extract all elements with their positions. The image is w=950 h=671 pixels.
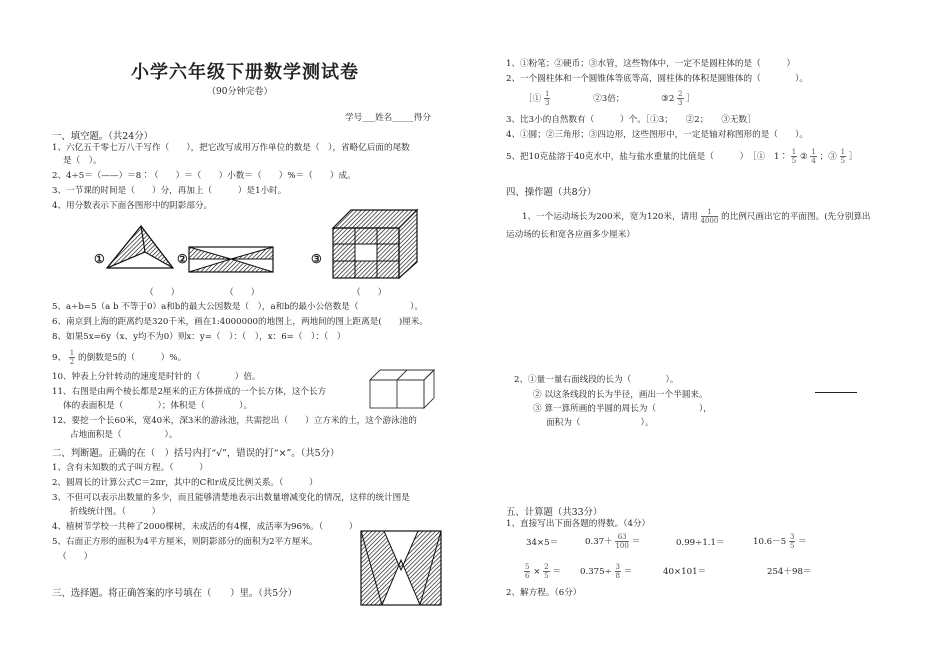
s1-q4: 4、用分数表示下面各图形中的阴影部分。	[52, 201, 213, 211]
fig2-blank: （ ）	[225, 288, 260, 298]
s3-q2-opt1-fraction	[544, 90, 550, 107]
fraction-numerator: 1	[840, 148, 846, 156]
fig2-label: ②	[177, 252, 188, 266]
s2-q4: 4、植树节学校一共种了2000棵树，未成活的有4棵，成活率为96%。（ ）	[52, 522, 358, 532]
fraction-numerator: 2	[678, 90, 683, 98]
calc-2-prefix: 0.37＋	[585, 537, 613, 547]
fraction-numerator: 3	[615, 563, 621, 571]
s3-q5-opt1-fraction	[791, 148, 797, 165]
s1-q3: 3、一节课的时间是（ ）分，再加上（ ）是1小时。	[52, 186, 287, 196]
calc-5-fraction-a	[524, 563, 530, 580]
s4-q2: 2、①量一量右面线段的长为（ ）。	[514, 375, 679, 385]
fraction-denominator: 5	[791, 157, 797, 165]
s3-q2-opt2: ②3倍；	[593, 94, 625, 104]
s3-q5-opt3-fraction	[840, 148, 846, 165]
s3-q2-opt1-prefix: ［①	[524, 94, 542, 104]
s1-q7: 8、如果5x=6y（x、y均不为0）则x：y=（ ）：（ ），x：6=（ ）：（ ）	[52, 332, 346, 342]
s3-q5-opt2-fraction	[810, 148, 816, 165]
s2-q2: 2、圆周长的计算公式C＝2πr，其中的C和r成反比例关系。（ ）	[52, 478, 318, 488]
fraction-numerator: 1	[791, 148, 797, 156]
s1-q9-fraction	[69, 349, 75, 366]
s5-sub1: 1、直接写出下面各题的得数。（4分）	[506, 519, 651, 529]
calc-1: 34×5＝	[526, 538, 559, 548]
s1-q9-rest: 的倒数是5的（ ）%。	[78, 353, 187, 363]
calc-4	[753, 533, 807, 550]
s4-q2-b: ② 以这条线段的长为半径，画出一个半圆来。	[533, 390, 708, 400]
fig3-label: ③	[311, 252, 322, 266]
fig1-label: ①	[94, 252, 105, 266]
s1-q11: 11、右图是由两个棱长都是2厘米的正方体拼成的一个长方体，这个长方	[52, 387, 327, 397]
fraction-denominator: 6	[525, 572, 530, 580]
calc-2-suffix: ＝	[631, 537, 641, 547]
fraction-denominator: 5	[789, 542, 795, 550]
section1-title: 一、填空题。（共24分）	[52, 131, 153, 142]
s1-q9	[52, 349, 186, 366]
fraction-denominator: 100	[615, 542, 629, 550]
student-info-line: 学号___姓名_____得分	[345, 113, 431, 123]
fraction-denominator: 2	[69, 358, 75, 366]
square-shaded-figure	[360, 530, 442, 606]
s2-q5-cont: （ ）	[58, 552, 93, 562]
fraction-denominator: 4000	[700, 217, 719, 225]
section3-title: 三、选择题。将正确答案的序号填在（ ）里。（共5分）	[52, 588, 298, 599]
s3-q3: 3、比3小的自然数有（ ）个。［①3； ②2； ③无数］	[506, 115, 756, 125]
fraction-denominator: 3	[544, 99, 550, 107]
s3-q2-options	[524, 90, 695, 107]
s3-q2: 2、一个圆柱体和一个圆锥体等底等高，圆柱体的体积是圆锥体的（ ）。	[506, 74, 808, 84]
calc-5-operator: ×	[533, 567, 541, 577]
s1-q2: 2、4÷5＝（——）＝8∶（ ）＝（ ）小数＝（ ）%＝（ ）成。	[52, 171, 356, 181]
fig1-shaded-triangle	[105, 222, 175, 272]
s3-q5-opt2-prefix: ②	[799, 152, 808, 162]
calc-2-fraction	[615, 533, 628, 550]
s4-q1-scale-fraction	[701, 208, 719, 225]
calc-5-fraction-b	[543, 563, 549, 580]
measure-line-segment	[815, 392, 857, 393]
calc-6-fraction	[615, 563, 621, 580]
fraction-numerator: 63	[615, 533, 628, 542]
s3-q5	[506, 148, 857, 165]
fig3-blank: （ ）	[352, 288, 387, 298]
calc-6	[580, 563, 632, 580]
fraction-numerator: 1	[811, 148, 816, 156]
s1-q5: 5、a÷b=5（a b 不等于0）a和b的最大公因数是（ ），a和b的最小公倍数是（ ）。	[52, 302, 423, 312]
s2-q3: 3、不但可以表示出数量的多少，而且能够清楚地表示出数量增减变化的情况，这样的统计图是	[52, 493, 410, 503]
s4-q1-cont: 运动场的长和宽各应画多少厘米）	[506, 230, 635, 240]
page-subtitle: （90分钟完卷）	[207, 87, 273, 97]
section5-title: 五、计算题（共33分）	[506, 507, 603, 518]
calc-2	[585, 533, 640, 550]
calc-5	[524, 563, 561, 580]
calc-4-prefix: 10.6－5	[753, 537, 787, 547]
fraction-numerator: 5	[525, 563, 530, 571]
fraction-numerator: 1	[69, 349, 75, 357]
s3-q5-text: 5、把10克盐溶于40克水中，盐与盐水重量的比值是（ ） ［① 1∶	[506, 152, 789, 162]
s1-q11-cont: 体的表面积是（ ）；体积是（ ）。	[63, 401, 253, 411]
calc-6-suffix: ＝	[623, 567, 633, 577]
s1-q9-prefix: 9、	[52, 353, 67, 363]
section2-title: 二、判断题。正确的在（ ）括号内打“√”，错误的打“×”。（共5分）	[52, 448, 340, 459]
fig2-shaded-rectangle	[188, 246, 274, 274]
fraction-denominator: 3	[678, 99, 683, 107]
s1-q6: 6、南京到上海的距离约是320千米，画在1:4000000的地图上，两地间的图上距离是( )厘米。	[52, 317, 428, 327]
s1-q10: 10、钟表上分针转动的速度是时针的（ ）倍。	[52, 372, 261, 382]
s4-q1-rest: 的比例尺画出它的平面图。(先分别算出	[721, 212, 871, 222]
s3-q1: 1、①粉笔；②硬币；③水管，这些物体中，一定不是圆柱体的是（ ）	[506, 59, 796, 69]
two-cubes-figure	[368, 368, 438, 410]
calc-6-prefix: 0.375÷	[580, 567, 612, 577]
fraction-denominator: 4	[811, 157, 816, 165]
s4-q1-prefix: 1、一个运动场长为200米，宽为120米，请用	[522, 212, 698, 222]
s3-q5-end: ］	[848, 152, 858, 162]
s1-q12-cont: 占地面积是（ ）。	[70, 430, 178, 440]
s2-q5: 5、右面正方形的面积为4平方厘米，则阴影部分的面积为2平方厘米。	[52, 537, 318, 547]
s2-q3-cont: 折线统计图。（ ）	[70, 507, 161, 517]
s3-q2-opt3-fraction	[677, 90, 683, 107]
s3-q4: 4、①圆；②三角形；③四边形，这些图形中，一定是轴对称图形的是（ ）。	[506, 130, 808, 140]
s5-sub2: 2、解方程。（6分）	[506, 588, 582, 598]
fig1-blank: （ ）	[145, 288, 180, 298]
fraction-denominator: 5	[840, 157, 846, 165]
fig3-shaded-cuboid	[325, 208, 420, 280]
calc-5-suffix: ＝	[552, 567, 561, 577]
s4-q2-d: 面积为（ ）。	[546, 418, 654, 428]
fraction-denominator: 5	[544, 572, 549, 580]
s1-q1-cont: 是（ ）。	[63, 156, 102, 166]
s4-q1	[522, 208, 871, 225]
fraction-denominator: 8	[615, 572, 621, 580]
s2-q1: 1、含有未知数的式子叫方程。（ ）	[52, 463, 208, 473]
fraction-numerator: 1	[701, 208, 719, 217]
s1-q12: 12、要挖一个长60米，宽40米，深3米的游泳池，共需挖出（ ）立方米的土，这个游泳池的	[52, 416, 417, 426]
calc-8: 254＋98＝	[767, 567, 812, 577]
calc-4-fraction	[789, 533, 795, 550]
fraction-numerator: 1	[544, 90, 550, 98]
s3-q5-opt3-prefix: ；③	[819, 152, 837, 162]
section4-title: 四、操作题（共8分）	[506, 187, 597, 198]
fraction-numerator: 2	[544, 563, 549, 571]
s3-q2-opt3-suffix: ］	[686, 94, 695, 104]
fraction-numerator: 3	[789, 533, 795, 541]
calc-4-suffix: ＝	[798, 537, 807, 547]
s3-q2-opt3-prefix: ③2	[661, 94, 675, 104]
s4-q2-c: ③ 算一算所画的半圆的周长为（ ），	[533, 404, 712, 414]
s1-q1: 1、六亿五千零七万八千写作（ ），把它改写成用万作单位的数是（ ），省略亿后面的尾数	[52, 143, 410, 153]
calc-7: 40×101＝	[663, 567, 707, 577]
calc-3: 0.99÷1.1＝	[676, 538, 725, 548]
page-title: 小学六年级下册数学测试卷	[131, 62, 359, 83]
